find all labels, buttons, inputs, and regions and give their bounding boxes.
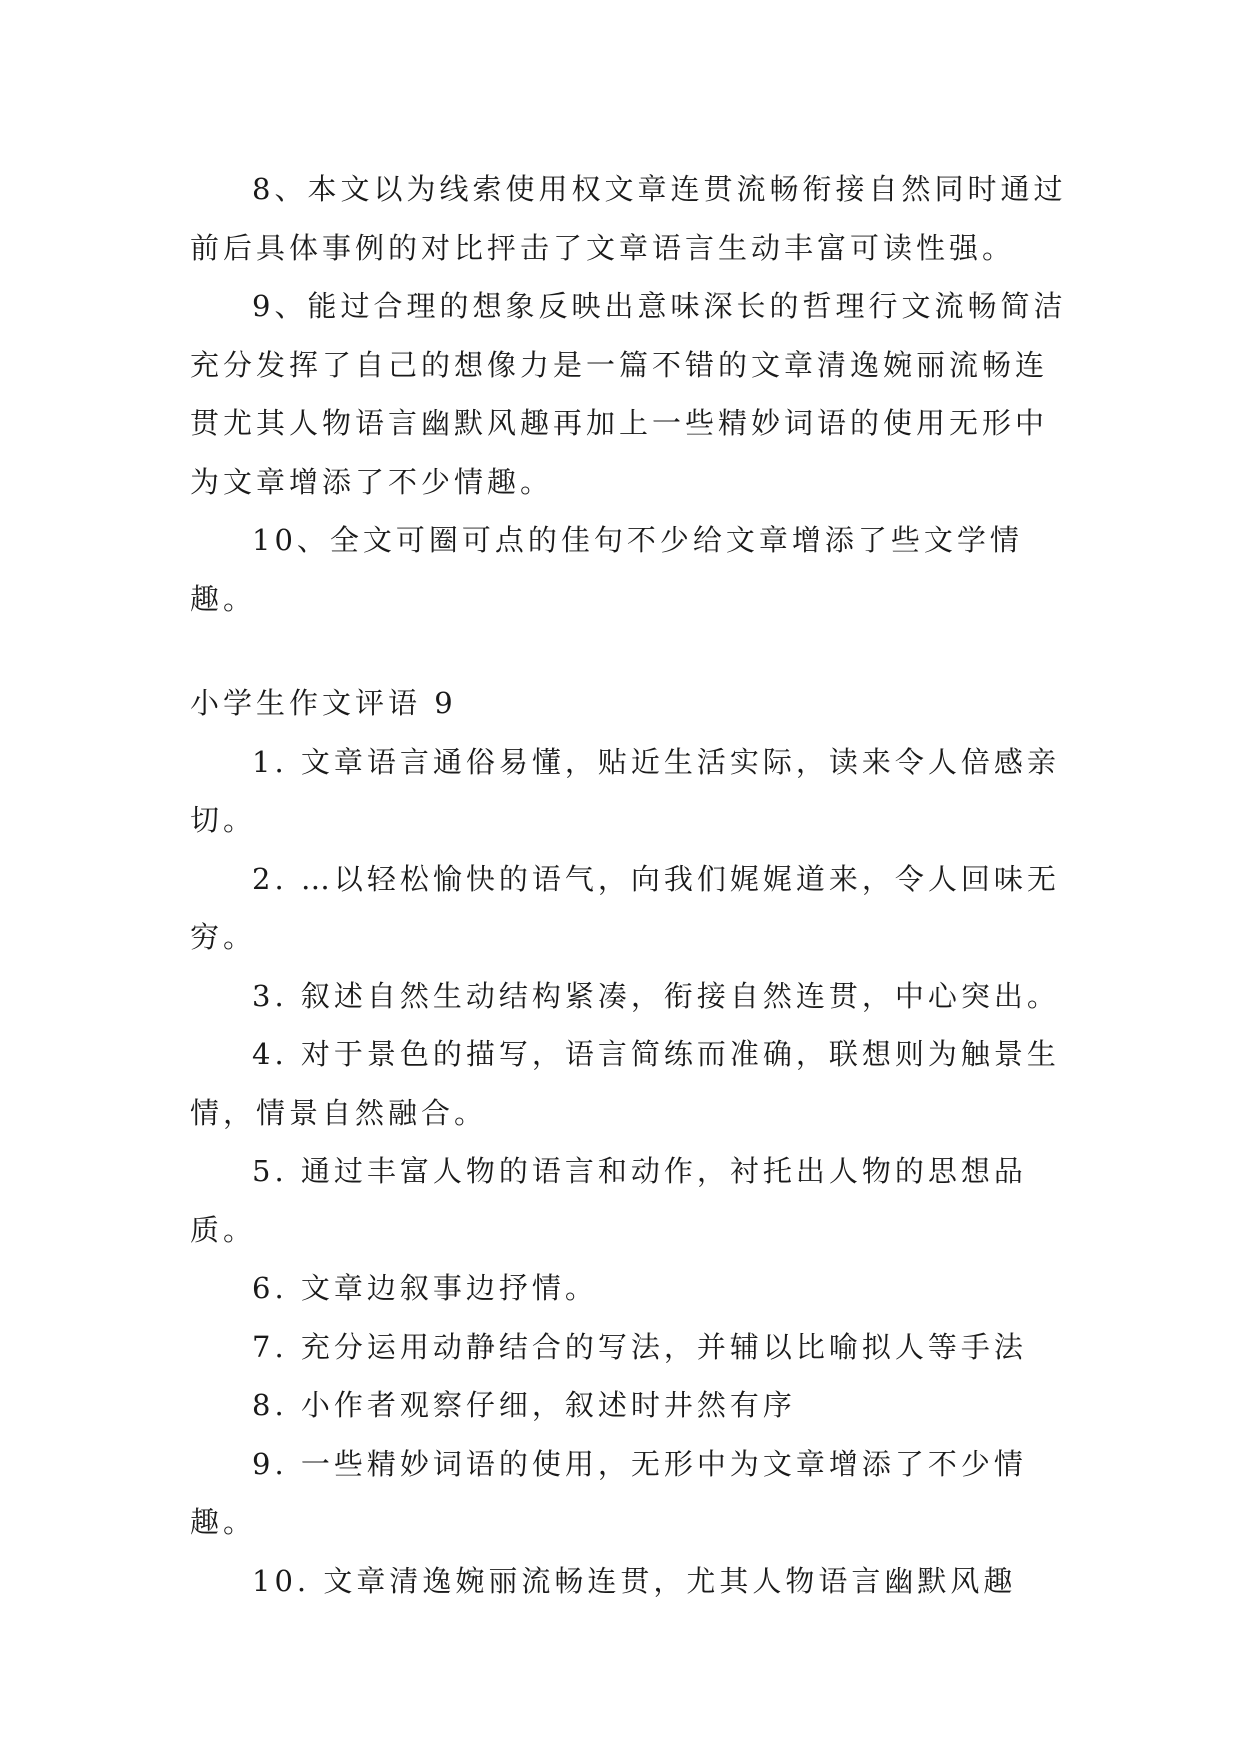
comment-paragraph: 9. 一些精妙词语的使用，无形中为文章增添了不少情趣。 xyxy=(190,1446,1027,1539)
comment-paragraph: 5. 通过丰富人物的语言和动作，衬托出人物的思想品质。 xyxy=(190,1154,1027,1247)
comment-paragraph: 3. 叙述自然生动结构紧凑，衔接自然连贯，中心突出。 xyxy=(252,978,1060,1013)
comment-paragraph: 10、全文可圈可点的佳句不少给文章增添了些文学情趣。 xyxy=(190,523,1023,616)
comment-paragraph: 7. 充分运用动静结合的写法，并辅以比喻拟人等手法 xyxy=(252,1329,1027,1364)
comment-paragraph: 6. 文章边叙事边抒情。 xyxy=(252,1271,598,1305)
comment-paragraph: 2. …以轻松愉快的语气，向我们娓娓道来，令人回味无穷。 xyxy=(190,861,1060,954)
document-body xyxy=(190,160,1070,1610)
comment-paragraph: 4. 对于景色的描写，语言简练而准确，联想则为触景生情，情景自然融合。 xyxy=(190,1037,1060,1130)
comment-paragraph: 9、能过合理的想象反映出意味深长的哲理行文流畅简洁充分发挥了自己的想像力是一篇不错的文章清逸婉丽流畅连贯尤其人物语言幽默风趣再加上一些精妙词语的使用无形中为文章增添了不少情趣。 xyxy=(190,289,1067,499)
comment-paragraph: 10. 文章清逸婉丽流畅连贯，尤其人物语言幽默风趣 xyxy=(252,1563,1017,1598)
comment-paragraph: 8、本文以为线索使用权文章连贯流畅衔接自然同时通过前后具体事例的对比抨击了文章语言生动丰富可读性强。 xyxy=(190,172,1067,265)
section-heading: 小学生作文评语 9 xyxy=(190,686,457,720)
comment-paragraph: 8. 小作者观察仔细，叙述时井然有序 xyxy=(252,1388,796,1422)
comment-paragraph: 1. 文章语言通俗易懂，贴近生活实际，读来令人倍感亲切。 xyxy=(190,744,1060,837)
